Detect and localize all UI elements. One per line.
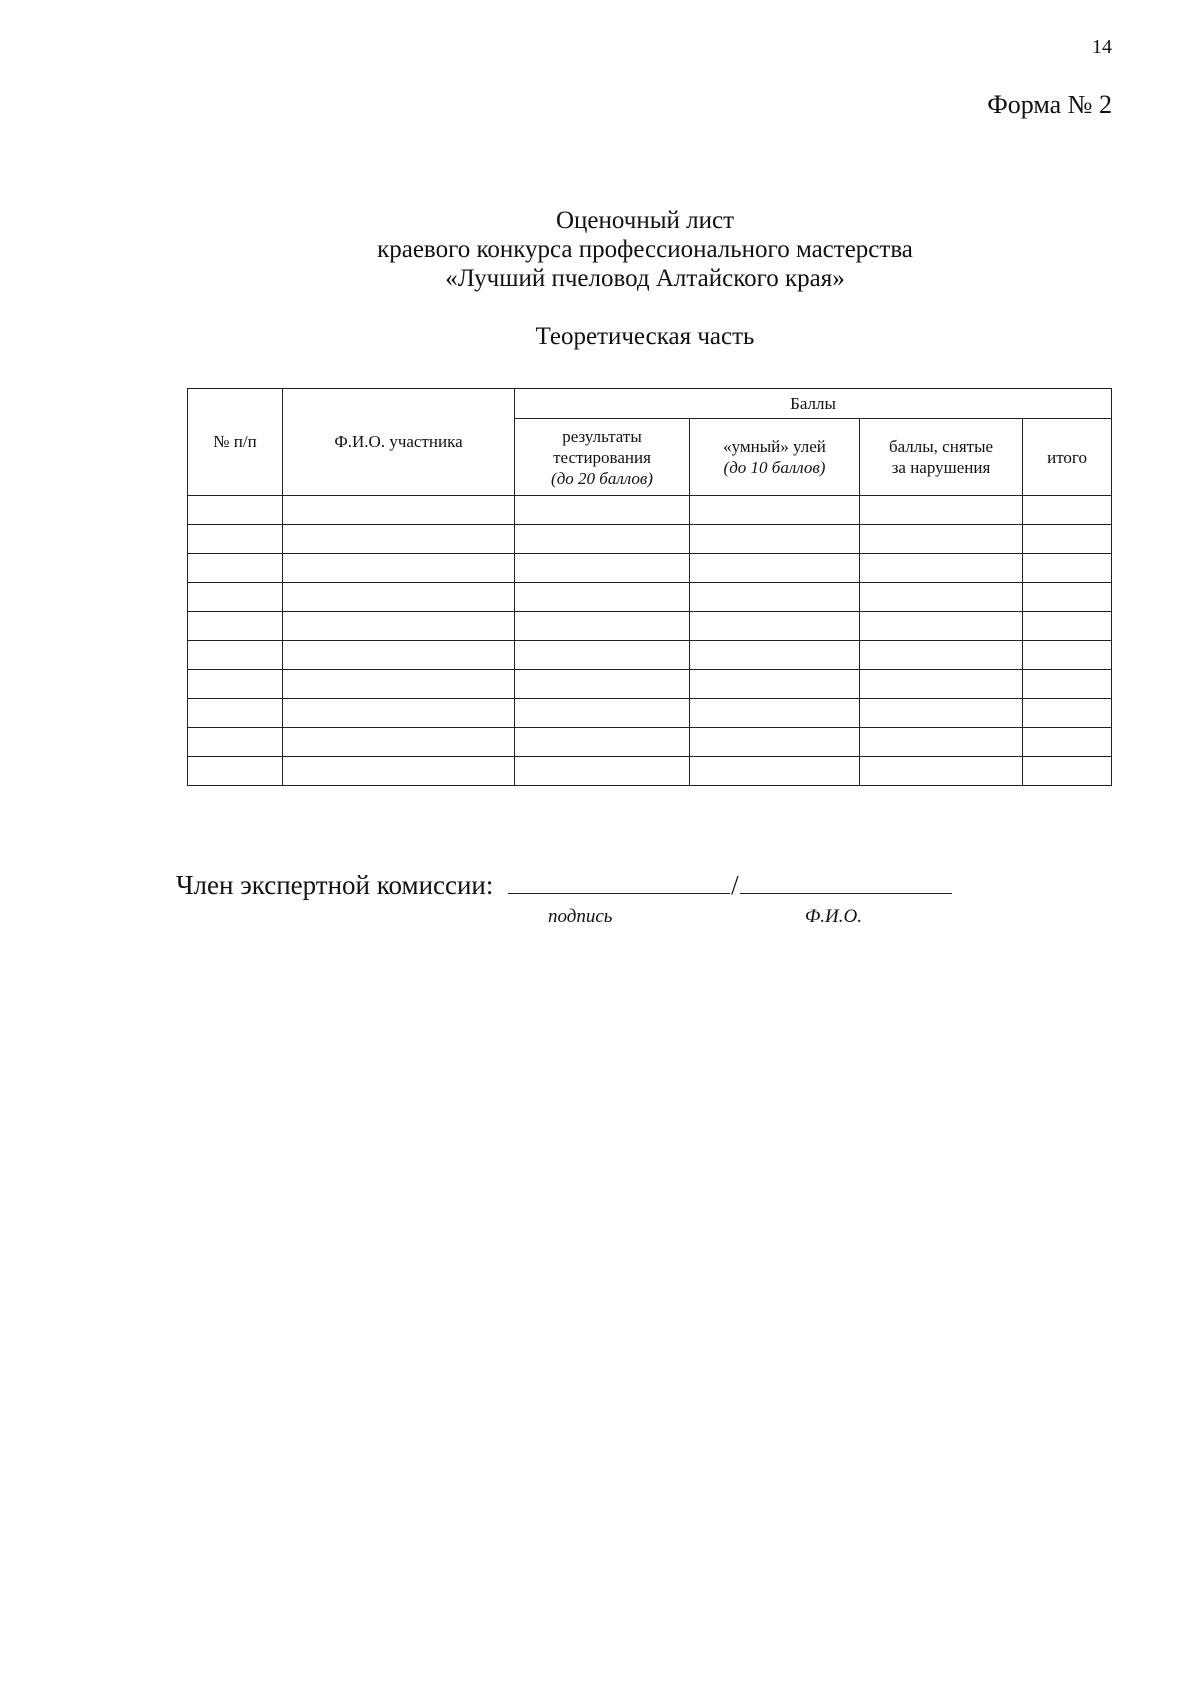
header-testing-line2: тестирования	[553, 447, 651, 467]
cell-penalty[interactable]	[860, 728, 1023, 757]
cell-penalty[interactable]	[860, 496, 1023, 525]
cell-testing[interactable]	[515, 496, 690, 525]
cell-testing[interactable]	[515, 525, 690, 554]
cell-testing[interactable]	[515, 583, 690, 612]
cell-name[interactable]	[283, 728, 515, 757]
cell-name[interactable]	[283, 525, 515, 554]
cell-number[interactable]	[188, 525, 283, 554]
cell-name[interactable]	[283, 554, 515, 583]
title-line-3: «Лучший пчеловод Алтайского края»	[445, 265, 845, 292]
cell-smart-hive[interactable]	[690, 728, 860, 757]
cell-testing[interactable]	[515, 554, 690, 583]
table-body	[188, 496, 1112, 786]
header-penalty	[860, 419, 1023, 496]
header-penalty-line1: баллы, снятые	[888, 437, 994, 456]
signature-label: Член экспертной комиссии:	[176, 870, 494, 900]
cell-name[interactable]	[283, 670, 515, 699]
cell-total[interactable]	[1023, 728, 1112, 757]
cell-testing[interactable]	[515, 728, 690, 757]
title-line-2: краевого конкурса профессионального мастерства	[377, 236, 913, 263]
table-row	[188, 699, 1112, 728]
cell-name[interactable]	[283, 641, 515, 670]
header-testing	[515, 419, 690, 496]
cell-penalty[interactable]	[860, 699, 1023, 728]
table-row	[188, 583, 1112, 612]
cell-total[interactable]	[1023, 583, 1112, 612]
cell-name[interactable]	[283, 612, 515, 641]
table-row	[188, 641, 1112, 670]
signature-separator: /	[731, 870, 739, 900]
cell-number[interactable]	[188, 670, 283, 699]
cell-total[interactable]	[1023, 670, 1112, 699]
cell-name[interactable]	[283, 496, 515, 525]
score-table	[187, 388, 1112, 786]
cell-total[interactable]	[1023, 641, 1112, 670]
cell-number[interactable]	[188, 496, 283, 525]
table-row	[188, 670, 1112, 699]
cell-testing[interactable]	[515, 670, 690, 699]
cell-number[interactable]	[188, 757, 283, 786]
cell-total[interactable]	[1023, 757, 1112, 786]
cell-smart-hive[interactable]	[690, 757, 860, 786]
header-smart-hive	[690, 419, 860, 496]
cell-penalty[interactable]	[860, 583, 1023, 612]
table-row	[188, 612, 1112, 641]
cell-name[interactable]	[283, 757, 515, 786]
cell-testing[interactable]	[515, 757, 690, 786]
table-row	[188, 757, 1112, 786]
cell-penalty[interactable]	[860, 612, 1023, 641]
form-label: Форма № 2	[987, 90, 1112, 119]
page-number: 14	[1092, 36, 1112, 58]
cell-smart-hive[interactable]	[690, 496, 860, 525]
cell-total[interactable]	[1023, 554, 1112, 583]
cell-number[interactable]	[188, 583, 283, 612]
cell-smart-hive[interactable]	[690, 583, 860, 612]
cell-smart-hive[interactable]	[690, 670, 860, 699]
cell-smart-hive[interactable]	[690, 699, 860, 728]
table-row	[188, 496, 1112, 525]
cell-number[interactable]	[188, 699, 283, 728]
cell-total[interactable]	[1023, 699, 1112, 728]
cell-testing[interactable]	[515, 699, 690, 728]
cell-number[interactable]	[188, 554, 283, 583]
title-block	[0, 206, 1200, 351]
title-line-1: Оценочный лист	[555, 207, 734, 234]
header-penalty-line2: за нарушения	[891, 458, 991, 477]
header-group-scores: Баллы	[515, 389, 1112, 419]
cell-penalty[interactable]	[860, 554, 1023, 583]
header-name: Ф.И.О. участника	[283, 389, 515, 496]
cell-number[interactable]	[188, 728, 283, 757]
cell-smart-hive[interactable]	[690, 525, 860, 554]
cell-testing[interactable]	[515, 641, 690, 670]
cell-penalty[interactable]	[860, 525, 1023, 554]
signature-caption: подпись	[548, 906, 613, 927]
fio-caption: Ф.И.О.	[805, 906, 862, 927]
cell-penalty[interactable]	[860, 641, 1023, 670]
header-hive-line1: «умный» улей	[723, 437, 826, 456]
header-total: итого	[1023, 419, 1112, 496]
cell-smart-hive[interactable]	[690, 612, 860, 641]
signature-line[interactable]	[508, 871, 730, 894]
cell-penalty[interactable]	[860, 670, 1023, 699]
signature-block	[176, 870, 952, 901]
header-testing-line1: результаты	[562, 426, 642, 446]
cell-total[interactable]	[1023, 525, 1112, 554]
cell-total[interactable]	[1023, 612, 1112, 641]
cell-name[interactable]	[283, 583, 515, 612]
table-row	[188, 728, 1112, 757]
cell-total[interactable]	[1023, 496, 1112, 525]
header-number: № п/п	[188, 389, 283, 496]
cell-smart-hive[interactable]	[690, 641, 860, 670]
cell-name[interactable]	[283, 699, 515, 728]
cell-penalty[interactable]	[860, 757, 1023, 786]
header-testing-note: (до 20 баллов)	[551, 468, 653, 488]
cell-number[interactable]	[188, 612, 283, 641]
table-row	[188, 525, 1112, 554]
cell-smart-hive[interactable]	[690, 554, 860, 583]
cell-testing[interactable]	[515, 612, 690, 641]
cell-number[interactable]	[188, 641, 283, 670]
table-row	[188, 554, 1112, 583]
subsection-title: Теоретическая часть	[535, 323, 755, 350]
header-hive-note: (до 10 баллов)	[723, 458, 826, 477]
fio-line[interactable]	[740, 871, 952, 894]
